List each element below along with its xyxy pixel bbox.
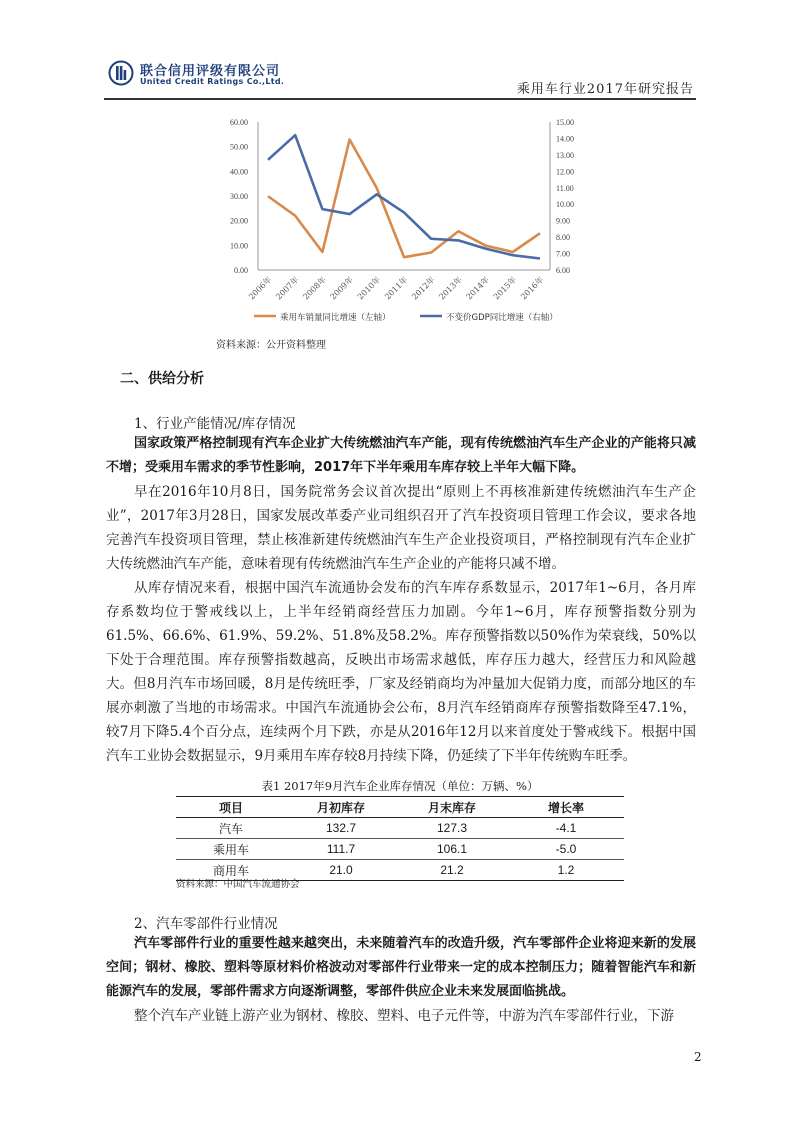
x-tick-label: 2015年 — [491, 275, 519, 302]
page-number: 2 — [694, 1050, 702, 1064]
table-cell: 21.2 — [396, 860, 508, 881]
y-left-tick-label: 60.00 — [230, 118, 248, 127]
section-heading: 二、供给分析 — [120, 371, 204, 387]
y-left-tick-label: 10.00 — [230, 241, 248, 251]
y-left-tick-label: 0.00 — [234, 266, 248, 275]
subsection-heading-capacity: 1、行业产能情况/库存情况 — [134, 416, 296, 432]
x-tick-label: 2009年 — [328, 275, 356, 302]
y-right-tick-label: 13.00 — [556, 150, 574, 160]
table-header-row — [176, 797, 624, 818]
table-cell: -5.0 — [508, 839, 624, 860]
table-cell: -4.1 — [508, 818, 624, 839]
x-tick-label: 2012年 — [410, 275, 437, 302]
capacity-summary: 国家政策严格控制现有汽车企业扩大传统燃油汽车产能，现有传统燃油汽车生产企业的产能将只减不增；受乘用车需求的季节性影响，2017年下半年乘用车库存较上半年大幅下降。 — [106, 436, 696, 475]
table-cell: 商用车 — [176, 860, 286, 881]
x-tick-label: 2008年 — [301, 275, 328, 302]
report-title: 乘用车行业2017年研究报告 — [516, 82, 694, 97]
parts-summary: 汽车零部件行业的重要性越来越突出，未来随着汽车的改造升级，汽车零部件企业将迎来新的发展空间；钢材、橡胶、塑料等原材料价格波动对零部件行业带来一定的成本控制压力；随着智能汽车和新能源汽车的发展，零部件需求方向逐渐调整，零部件供应企业未来发展面临挑战。 — [106, 936, 696, 999]
table-row — [176, 818, 624, 839]
table-header-end: 月末库存 — [396, 797, 508, 818]
chart-source: 资料来源：公开资料整理 — [216, 340, 326, 351]
table-caption: 表1 2017年9月汽车企业库存情况（单位：万辆、%） — [261, 779, 539, 793]
capacity-paragraph-1: 早在2016年10月8日，国务院常务会议首次提出“原则上不再核准新建传统燃油汽车生产企业”，2017年3月28日，国家发展改革委产业司组织召开了汽车投资项目管理工作会议，要求各地完善汽车投资项目管理，禁止核准新建传统燃油汽车生产企业投资项目，严格控制现有汽车企业扩大传统燃油汽车产能，意味着现有传统燃油汽车生产企业的产能将只减不增。 — [106, 484, 696, 572]
y-right-tick-label: 14.00 — [556, 134, 574, 144]
table-row — [176, 839, 624, 860]
y-right-tick-label: 15.00 — [556, 118, 574, 127]
y-right-tick-label: 7.00 — [556, 249, 570, 259]
table-cell: 乘用车 — [176, 839, 286, 860]
subsection-heading-parts: 2、汽车零部件行业情况 — [134, 916, 278, 932]
table-source: 资料来源：中国汽车流通协会 — [176, 879, 300, 890]
series-line-car-sales — [268, 140, 540, 258]
x-tick-label: 2016年 — [518, 275, 546, 302]
series-line-gdp — [268, 135, 540, 258]
x-tick-label: 2010年 — [355, 275, 383, 302]
table-header-begin: 月初库存 — [286, 797, 396, 818]
brand-name-cn: 联合信用评级有限公司 — [140, 64, 281, 79]
y-right-tick-label: 6.00 — [556, 266, 570, 275]
brand-name-en: United Credit Ratings Co.,Ltd. — [140, 77, 285, 86]
table-cell: 汽车 — [176, 818, 286, 839]
x-tick-label: 2011年 — [382, 275, 410, 302]
table-cell: 127.3 — [396, 818, 508, 839]
company-logo-icon — [108, 60, 134, 86]
inventory-table — [176, 796, 624, 881]
y-right-tick-label: 9.00 — [556, 216, 570, 226]
y-left-tick-label: 40.00 — [230, 167, 248, 177]
x-tick-label: 2013年 — [437, 275, 464, 302]
table-cell: 132.7 — [286, 818, 396, 839]
y-left-tick-label: 50.00 — [230, 142, 248, 152]
legend-label: 乘用车销量同比增速（左轴） — [280, 313, 391, 323]
y-right-tick-label: 10.00 — [556, 200, 574, 210]
header-divider — [104, 98, 696, 100]
parts-paragraph-1: 整个汽车产业链上游产业为钢材、橡胶、塑料、电子元件等，中游为汽车零部件行业，下游 — [134, 1008, 674, 1024]
table-cell: 1.2 — [508, 860, 624, 881]
x-tick-label: 2007年 — [274, 275, 301, 302]
sales-gdp-chart — [210, 110, 590, 330]
y-right-tick-label: 8.00 — [556, 233, 570, 243]
legend-label: 不变价GDP同比增速（右轴） — [446, 313, 558, 323]
y-right-tick-label: 12.00 — [556, 167, 574, 177]
inventory-paragraph: 从库存情况来看，根据中国汽车流通协会发布的汽车库存系数显示，2017年1~6月，各月库存系数均位于警戒线以上，上半年经销商经营压力加剧。今年1~6月，库存预警指数分别为61.5%、66.6%、61.9%、59.2%、51.8%及58.2%。库存预警指数以50%作为荣衰线，50%以下处于合理范围。库存预警指数越高，反映出市场需求越低，库存压力越大，经营压力和风险越大。但8月汽车市场回暖，8月是传统旺季，厂家及经销商均为冲量加大促销力度，而部分地区的车展亦刺激了当地的市场需求。中国汽车流通协会公布，8月汽车经销商库存预警指数降至47.1%，较7月下降5.4个百分点，连续两个月下跌，亦是从2016年12月以来首度处于警戒线下。根据中国汽车工业协会数据显示，9月乘用车库存较8月持续下降，仍延续了下半年传统购车旺季。 — [106, 580, 696, 764]
table-header-growth: 增长率 — [508, 797, 624, 818]
x-tick-label: 2006年 — [246, 275, 274, 302]
y-left-tick-label: 30.00 — [230, 192, 248, 201]
table-cell: 106.1 — [396, 839, 508, 860]
table-cell: 111.7 — [286, 839, 396, 860]
y-right-tick-label: 11.00 — [556, 183, 574, 193]
x-tick-label: 2014年 — [464, 275, 492, 302]
table-header-item: 项目 — [176, 797, 286, 818]
table-cell: 21.0 — [286, 860, 396, 881]
y-left-tick-label: 20.00 — [230, 216, 248, 226]
